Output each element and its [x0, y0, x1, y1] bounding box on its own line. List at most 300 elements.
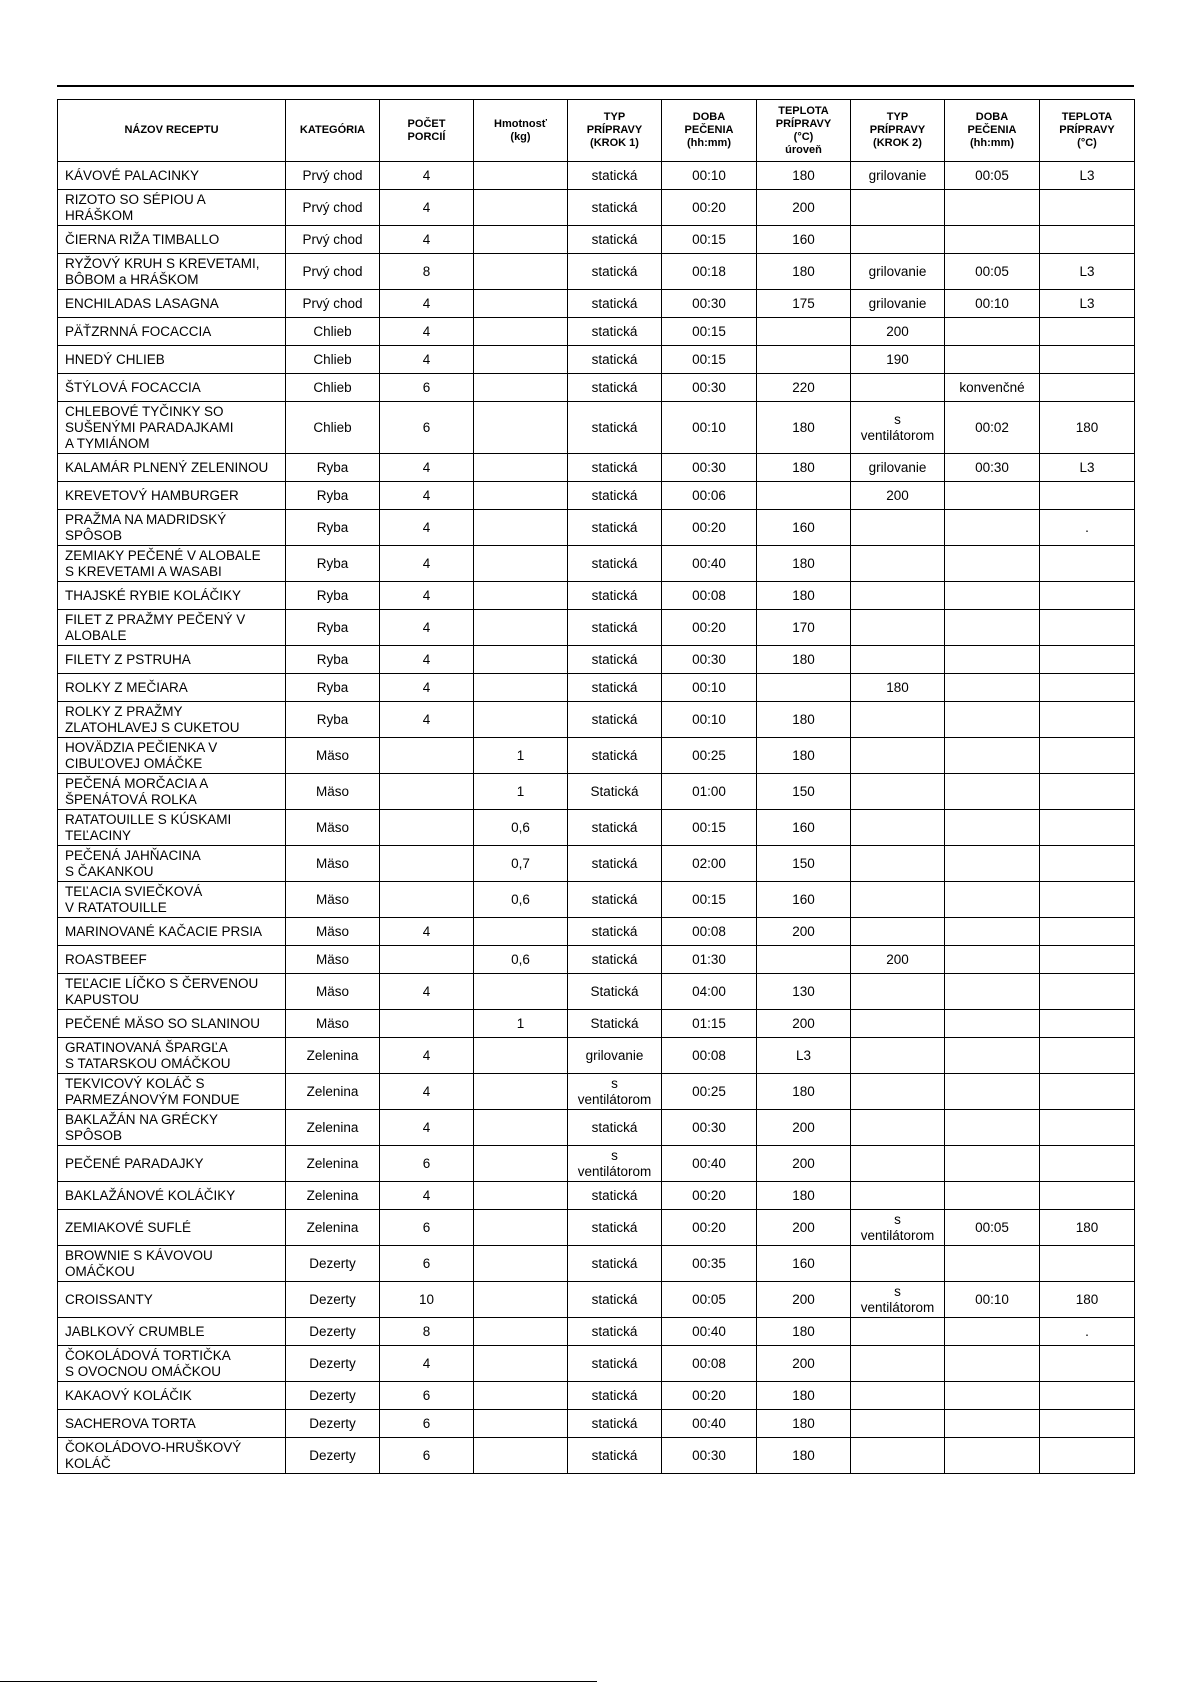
- cell-prep-type-step1: statická: [568, 646, 662, 674]
- cell-portions: 4: [380, 610, 474, 646]
- cell-category: Mäso: [286, 1010, 380, 1038]
- cell-category: Ryba: [286, 582, 380, 610]
- cell-temperature-step2: [1040, 1074, 1135, 1110]
- cell-prep-type-step1: statická: [568, 810, 662, 846]
- table-row: [58, 674, 1135, 702]
- cell-prep-type-step1: statická: [568, 674, 662, 702]
- cell-temperature-step2: 180: [1040, 402, 1135, 454]
- table-row: [58, 702, 1135, 738]
- cell-baking-time-step2: [945, 1438, 1040, 1474]
- cell-temperature-step1: 180: [757, 1182, 851, 1210]
- header-prep-type-step1: TYP PRÍPRAVY (KROK 1): [568, 100, 662, 162]
- cell-baking-time-step2: [945, 674, 1040, 702]
- cell-prep-type-step1: statická: [568, 290, 662, 318]
- cell-temperature-step1: [757, 946, 851, 974]
- cell-baking-time-step1: 00:30: [662, 454, 757, 482]
- cell-temperature-step1: 160: [757, 810, 851, 846]
- table-row: [58, 774, 1135, 810]
- cell-portions: 6: [380, 402, 474, 454]
- cell-weight: [474, 454, 568, 482]
- cell-portions: [380, 946, 474, 974]
- table-row: [58, 1074, 1135, 1110]
- cell-prep-type-step2: [851, 1038, 945, 1074]
- cell-portions: 4: [380, 918, 474, 946]
- cell-temperature-step2: [1040, 1038, 1135, 1074]
- cell-weight: [474, 1382, 568, 1410]
- cell-temperature-step1: L3: [757, 1038, 851, 1074]
- cell-prep-type-step1: Statická: [568, 974, 662, 1010]
- cell-baking-time-step1: 00:06: [662, 482, 757, 510]
- cell-temperature-step1: 200: [757, 918, 851, 946]
- cell-weight: [474, 402, 568, 454]
- table-row: [58, 1182, 1135, 1210]
- cell-weight: [474, 226, 568, 254]
- cell-category: Ryba: [286, 454, 380, 482]
- cell-prep-type-step1: statická: [568, 546, 662, 582]
- cell-weight: [474, 1210, 568, 1246]
- cell-temperature-step2: [1040, 1110, 1135, 1146]
- cell-baking-time-step1: 00:18: [662, 254, 757, 290]
- cell-baking-time-step2: 00:02: [945, 402, 1040, 454]
- cell-category: Prvý chod: [286, 254, 380, 290]
- cell-recipe-name: KAKAOVÝ KOLÁČIK: [58, 1382, 286, 1410]
- cell-prep-type-step2: grilovanie: [851, 454, 945, 482]
- cell-prep-type-step2: 200: [851, 946, 945, 974]
- cell-weight: [474, 1182, 568, 1210]
- cell-recipe-name: KALAMÁR PLNENÝ ZELENINOU: [58, 454, 286, 482]
- cell-recipe-name: KÁVOVÉ PALACINKY: [58, 162, 286, 190]
- cell-prep-type-step1: statická: [568, 882, 662, 918]
- header-recipe-name: NÁZOV RECEPTU: [58, 100, 286, 162]
- cell-recipe-name: PEČENÉ MÄSO SO SLANINOU: [58, 1010, 286, 1038]
- cell-temperature-step2: L3: [1040, 454, 1135, 482]
- cell-recipe-name: ČOKOLÁDOVÁ TORTIČKA S OVOCNOU OMÁČKOU: [58, 1346, 286, 1382]
- cell-prep-type-step2: s ventilátorom: [851, 1210, 945, 1246]
- table-row: [58, 1438, 1135, 1474]
- cell-baking-time-step2: [945, 190, 1040, 226]
- cell-temperature-step1: 150: [757, 774, 851, 810]
- cell-portions: 6: [380, 1210, 474, 1246]
- cell-prep-type-step2: [851, 1074, 945, 1110]
- cell-recipe-name: FILET Z PRAŽMY PEČENÝ V ALOBALE: [58, 610, 286, 646]
- cell-baking-time-step1: 00:05: [662, 1282, 757, 1318]
- cell-temperature-step1: 180: [757, 1318, 851, 1346]
- cell-weight: [474, 1146, 568, 1182]
- cell-recipe-name: CHLEBOVÉ TYČINKY SO SUŠENÝMI PARADAJKAMI A TYMIÁNOM: [58, 402, 286, 454]
- cell-category: Mäso: [286, 946, 380, 974]
- cell-temperature-step2: [1040, 482, 1135, 510]
- cell-prep-type-step1: statická: [568, 162, 662, 190]
- cell-prep-type-step1: statická: [568, 454, 662, 482]
- cell-baking-time-step2: [945, 1410, 1040, 1438]
- cell-portions: 4: [380, 226, 474, 254]
- cell-baking-time-step2: [945, 482, 1040, 510]
- cell-portions: 8: [380, 1318, 474, 1346]
- cell-recipe-name: ZEMIAKOVÉ SUFLÉ: [58, 1210, 286, 1246]
- table-row: [58, 810, 1135, 846]
- table-row: [58, 318, 1135, 346]
- cell-weight: [474, 674, 568, 702]
- cell-prep-type-step2: [851, 1346, 945, 1382]
- cell-weight: [474, 702, 568, 738]
- cell-recipe-name: RYŽOVÝ KRUH S KREVETAMI, BÔBOM a HRÁŠKOM: [58, 254, 286, 290]
- cell-category: Ryba: [286, 610, 380, 646]
- cell-prep-type-step2: [851, 846, 945, 882]
- cell-category: Zelenina: [286, 1110, 380, 1146]
- cell-temperature-step2: [1040, 226, 1135, 254]
- cell-portions: 4: [380, 346, 474, 374]
- cell-temperature-step1: 180: [757, 646, 851, 674]
- table-row: [58, 1410, 1135, 1438]
- cell-temperature-step1: 200: [757, 1346, 851, 1382]
- cell-prep-type-step2: [851, 226, 945, 254]
- cell-recipe-name: TEĽACIA SVIEČKOVÁ V RATATOUILLE: [58, 882, 286, 918]
- cell-recipe-name: ROASTBEEF: [58, 946, 286, 974]
- cell-temperature-step2: L3: [1040, 290, 1135, 318]
- header-prep-type-step2: TYP PRÍPRAVY (KROK 2): [851, 100, 945, 162]
- cell-weight: [474, 974, 568, 1010]
- cell-prep-type-step1: statická: [568, 1346, 662, 1382]
- cell-temperature-step1: 180: [757, 1382, 851, 1410]
- cell-temperature-step2: L3: [1040, 254, 1135, 290]
- cell-category: Chlieb: [286, 402, 380, 454]
- cell-prep-type-step2: 200: [851, 318, 945, 346]
- cell-weight: [474, 1074, 568, 1110]
- cell-category: Chlieb: [286, 374, 380, 402]
- cell-recipe-name: HNEDÝ CHLIEB: [58, 346, 286, 374]
- cell-weight: [474, 482, 568, 510]
- cell-temperature-step1: 200: [757, 1282, 851, 1318]
- cell-weight: [474, 510, 568, 546]
- cell-category: Prvý chod: [286, 162, 380, 190]
- cell-prep-type-step1: statická: [568, 254, 662, 290]
- cell-baking-time-step2: [945, 1318, 1040, 1346]
- cell-category: Ryba: [286, 482, 380, 510]
- cell-baking-time-step1: 00:15: [662, 882, 757, 918]
- cell-portions: 4: [380, 318, 474, 346]
- cell-portions: [380, 846, 474, 882]
- cell-prep-type-step1: statická: [568, 1110, 662, 1146]
- cell-weight: 1: [474, 774, 568, 810]
- table-row: [58, 974, 1135, 1010]
- cell-temperature-step1: 160: [757, 1246, 851, 1282]
- table-row: [58, 646, 1135, 674]
- header-category: KATEGÓRIA: [286, 100, 380, 162]
- table-row: [58, 374, 1135, 402]
- cell-temperature-step1: 180: [757, 454, 851, 482]
- cell-category: Zelenina: [286, 1210, 380, 1246]
- cell-baking-time-step1: 00:35: [662, 1246, 757, 1282]
- cell-baking-time-step1: 00:20: [662, 1382, 757, 1410]
- header-temperature-step2: TEPLOTA PRÍPRAVY (°C): [1040, 100, 1135, 162]
- cell-prep-type-step1: statická: [568, 1382, 662, 1410]
- cell-recipe-name: PEČENÉ PARADAJKY: [58, 1146, 286, 1182]
- cell-recipe-name: JABLKOVÝ CRUMBLE: [58, 1318, 286, 1346]
- cell-prep-type-step1: statická: [568, 918, 662, 946]
- cell-temperature-step1: [757, 674, 851, 702]
- table-row: [58, 610, 1135, 646]
- cell-weight: 1: [474, 738, 568, 774]
- cell-weight: 1: [474, 1010, 568, 1038]
- cell-temperature-step2: [1040, 582, 1135, 610]
- cell-temperature-step1: 200: [757, 190, 851, 226]
- cell-temperature-step1: 160: [757, 510, 851, 546]
- cell-category: Ryba: [286, 546, 380, 582]
- cell-baking-time-step1: 00:10: [662, 162, 757, 190]
- cell-temperature-step2: [1040, 1410, 1135, 1438]
- table-row: [58, 346, 1135, 374]
- cell-portions: 6: [380, 1146, 474, 1182]
- cell-temperature-step1: 180: [757, 402, 851, 454]
- cell-weight: [474, 1318, 568, 1346]
- cell-prep-type-step2: [851, 190, 945, 226]
- cell-baking-time-step1: 00:08: [662, 918, 757, 946]
- cell-prep-type-step2: [851, 918, 945, 946]
- cell-recipe-name: FILETY Z PSTRUHA: [58, 646, 286, 674]
- cell-baking-time-step1: 00:15: [662, 318, 757, 346]
- cell-prep-type-step1: statická: [568, 738, 662, 774]
- cell-baking-time-step1: 00:25: [662, 1074, 757, 1110]
- cell-recipe-name: BAKLAŽÁNOVÉ KOLÁČIKY: [58, 1182, 286, 1210]
- cell-temperature-step2: [1040, 346, 1135, 374]
- cell-prep-type-step2: 200: [851, 482, 945, 510]
- cell-category: Prvý chod: [286, 290, 380, 318]
- cell-temperature-step2: .: [1040, 510, 1135, 546]
- cell-weight: [474, 1282, 568, 1318]
- cell-prep-type-step2: [851, 646, 945, 674]
- cell-baking-time-step1: 00:15: [662, 346, 757, 374]
- cell-category: Dezerty: [286, 1346, 380, 1382]
- table-row: [58, 1282, 1135, 1318]
- cell-category: Mäso: [286, 882, 380, 918]
- cell-baking-time-step2: [945, 226, 1040, 254]
- cell-baking-time-step2: [945, 1038, 1040, 1074]
- cell-baking-time-step2: [945, 738, 1040, 774]
- cell-baking-time-step2: [945, 1382, 1040, 1410]
- cell-baking-time-step2: [945, 1146, 1040, 1182]
- cell-recipe-name: TEĽACIE LÍČKO S ČERVENOU KAPUSTOU: [58, 974, 286, 1010]
- cell-temperature-step2: [1040, 646, 1135, 674]
- cell-weight: [474, 1410, 568, 1438]
- cell-recipe-name: PÄŤZRNNÁ FOCACCIA: [58, 318, 286, 346]
- recipe-table: [57, 99, 1135, 1474]
- cell-prep-type-step2: [851, 1438, 945, 1474]
- cell-temperature-step2: [1040, 1010, 1135, 1038]
- cell-prep-type-step2: [851, 374, 945, 402]
- cell-baking-time-step1: 00:30: [662, 290, 757, 318]
- table-row: [58, 1038, 1135, 1074]
- cell-prep-type-step2: [851, 1182, 945, 1210]
- top-rule: [57, 85, 1134, 87]
- table-row: [58, 1010, 1135, 1038]
- cell-category: Dezerty: [286, 1410, 380, 1438]
- cell-baking-time-step1: 00:20: [662, 1182, 757, 1210]
- table-row: [58, 226, 1135, 254]
- table-row: [58, 482, 1135, 510]
- cell-baking-time-step1: 00:15: [662, 226, 757, 254]
- cell-baking-time-step1: 01:15: [662, 1010, 757, 1038]
- cell-temperature-step1: 160: [757, 226, 851, 254]
- cell-prep-type-step2: grilovanie: [851, 290, 945, 318]
- cell-category: Mäso: [286, 846, 380, 882]
- cell-prep-type-step2: grilovanie: [851, 162, 945, 190]
- cell-portions: 6: [380, 1382, 474, 1410]
- cell-temperature-step1: 180: [757, 582, 851, 610]
- cell-prep-type-step2: [851, 1382, 945, 1410]
- cell-portions: 4: [380, 290, 474, 318]
- cell-prep-type-step2: [851, 1318, 945, 1346]
- table-row: [58, 254, 1135, 290]
- cell-temperature-step2: [1040, 738, 1135, 774]
- cell-temperature-step2: [1040, 702, 1135, 738]
- cell-baking-time-step1: 02:00: [662, 846, 757, 882]
- cell-temperature-step1: [757, 346, 851, 374]
- cell-prep-type-step2: [851, 738, 945, 774]
- cell-baking-time-step2: 00:30: [945, 454, 1040, 482]
- cell-category: Mäso: [286, 918, 380, 946]
- cell-temperature-step2: L3: [1040, 162, 1135, 190]
- cell-baking-time-step2: 00:05: [945, 254, 1040, 290]
- cell-baking-time-step1: 00:10: [662, 702, 757, 738]
- cell-category: Dezerty: [286, 1246, 380, 1282]
- cell-prep-type-step2: [851, 582, 945, 610]
- cell-temperature-step1: 150: [757, 846, 851, 882]
- header-weight: Hmotnosť (kg): [474, 100, 568, 162]
- cell-prep-type-step1: statická: [568, 1410, 662, 1438]
- cell-portions: 4: [380, 1074, 474, 1110]
- cell-category: Dezerty: [286, 1382, 380, 1410]
- table-row: [58, 402, 1135, 454]
- cell-prep-type-step2: [851, 1110, 945, 1146]
- header-baking-time-step1: DOBA PEČENIA (hh:mm): [662, 100, 757, 162]
- cell-temperature-step1: 180: [757, 1074, 851, 1110]
- cell-temperature-step2: [1040, 1382, 1135, 1410]
- cell-temperature-step2: [1040, 946, 1135, 974]
- cell-baking-time-step2: [945, 546, 1040, 582]
- cell-baking-time-step2: [945, 346, 1040, 374]
- cell-prep-type-step2: [851, 1410, 945, 1438]
- cell-prep-type-step2: 190: [851, 346, 945, 374]
- cell-temperature-step1: 180: [757, 162, 851, 190]
- cell-category: Ryba: [286, 646, 380, 674]
- cell-temperature-step1: 180: [757, 738, 851, 774]
- cell-recipe-name: GRATINOVANÁ ŠPARGĽA S TATARSKOU OMÁČKOU: [58, 1038, 286, 1074]
- cell-portions: [380, 810, 474, 846]
- cell-baking-time-step1: 00:20: [662, 610, 757, 646]
- cell-prep-type-step2: [851, 510, 945, 546]
- cell-prep-type-step1: s ventilátorom: [568, 1074, 662, 1110]
- cell-prep-type-step2: s ventilátorom: [851, 402, 945, 454]
- cell-baking-time-step2: [945, 774, 1040, 810]
- table-row: [58, 738, 1135, 774]
- cell-weight: [474, 1438, 568, 1474]
- cell-category: Zelenina: [286, 1038, 380, 1074]
- cell-baking-time-step1: 04:00: [662, 974, 757, 1010]
- cell-baking-time-step2: [945, 610, 1040, 646]
- cell-prep-type-step1: statická: [568, 1438, 662, 1474]
- cell-temperature-step2: [1040, 974, 1135, 1010]
- cell-prep-type-step1: statická: [568, 1246, 662, 1282]
- cell-portions: 4: [380, 974, 474, 1010]
- cell-temperature-step1: 200: [757, 1110, 851, 1146]
- cell-category: Mäso: [286, 738, 380, 774]
- cell-prep-type-step1: statická: [568, 510, 662, 546]
- cell-baking-time-step2: 00:05: [945, 162, 1040, 190]
- cell-recipe-name: THAJSKÉ RYBIE KOLÁČIKY: [58, 582, 286, 610]
- cell-prep-type-step1: statická: [568, 702, 662, 738]
- cell-prep-type-step1: Statická: [568, 774, 662, 810]
- cell-portions: 4: [380, 162, 474, 190]
- cell-weight: 0,6: [474, 810, 568, 846]
- cell-temperature-step2: [1040, 1438, 1135, 1474]
- cell-recipe-name: HOVÄDZIA PEČIENKA V CIBUĽOVEJ OMÁČKE: [58, 738, 286, 774]
- cell-prep-type-step2: [851, 546, 945, 582]
- cell-portions: [380, 774, 474, 810]
- cell-temperature-step1: 200: [757, 1010, 851, 1038]
- header-temperature-step1: TEPLOTA PRÍPRAVY (°C) úroveň: [757, 100, 851, 162]
- cell-prep-type-step1: statická: [568, 346, 662, 374]
- cell-temperature-step2: [1040, 190, 1135, 226]
- cell-prep-type-step2: s ventilátorom: [851, 1282, 945, 1318]
- cell-portions: 4: [380, 674, 474, 702]
- cell-portions: 6: [380, 1410, 474, 1438]
- cell-baking-time-step1: 00:08: [662, 1346, 757, 1382]
- header-baking-time-step2: DOBA PEČENIA (hh:mm): [945, 100, 1040, 162]
- cell-portions: 4: [380, 1038, 474, 1074]
- cell-prep-type-step1: grilovanie: [568, 1038, 662, 1074]
- cell-temperature-step1: 200: [757, 1146, 851, 1182]
- cell-prep-type-step2: [851, 1246, 945, 1282]
- cell-temperature-step2: 180: [1040, 1282, 1135, 1318]
- cell-baking-time-step1: 00:10: [662, 674, 757, 702]
- cell-recipe-name: KREVETOVÝ HAMBURGER: [58, 482, 286, 510]
- cell-baking-time-step1: 00:30: [662, 1438, 757, 1474]
- table-row: [58, 190, 1135, 226]
- cell-portions: 6: [380, 1246, 474, 1282]
- cell-baking-time-step2: [945, 882, 1040, 918]
- cell-prep-type-step1: statická: [568, 226, 662, 254]
- cell-category: Zelenina: [286, 1182, 380, 1210]
- cell-recipe-name: PRAŽMA NA MADRIDSKÝ SPÔSOB: [58, 510, 286, 546]
- cell-temperature-step2: [1040, 674, 1135, 702]
- cell-baking-time-step2: [945, 918, 1040, 946]
- table-header-row: [58, 100, 1135, 162]
- cell-category: Mäso: [286, 974, 380, 1010]
- cell-baking-time-step2: [945, 1346, 1040, 1382]
- cell-baking-time-step1: 00:20: [662, 510, 757, 546]
- cell-recipe-name: ENCHILADAS LASAGNA: [58, 290, 286, 318]
- cell-temperature-step1: [757, 482, 851, 510]
- cell-portions: 8: [380, 254, 474, 290]
- cell-weight: 0,6: [474, 946, 568, 974]
- table-row: [58, 162, 1135, 190]
- cell-category: Chlieb: [286, 346, 380, 374]
- cell-portions: 4: [380, 1182, 474, 1210]
- table-row: [58, 918, 1135, 946]
- cell-recipe-name: BROWNIE S KÁVOVOU OMÁČKOU: [58, 1246, 286, 1282]
- cell-prep-type-step1: statická: [568, 374, 662, 402]
- cell-temperature-step1: 180: [757, 1438, 851, 1474]
- cell-baking-time-step1: 00:30: [662, 374, 757, 402]
- cell-weight: 0,7: [474, 846, 568, 882]
- bottom-rule: [0, 1681, 597, 1682]
- cell-category: Dezerty: [286, 1318, 380, 1346]
- cell-portions: [380, 882, 474, 918]
- table-row: [58, 1318, 1135, 1346]
- cell-recipe-name: PEČENÁ JAHŇACINA S ČAKANKOU: [58, 846, 286, 882]
- cell-prep-type-step2: [851, 774, 945, 810]
- cell-temperature-step2: [1040, 318, 1135, 346]
